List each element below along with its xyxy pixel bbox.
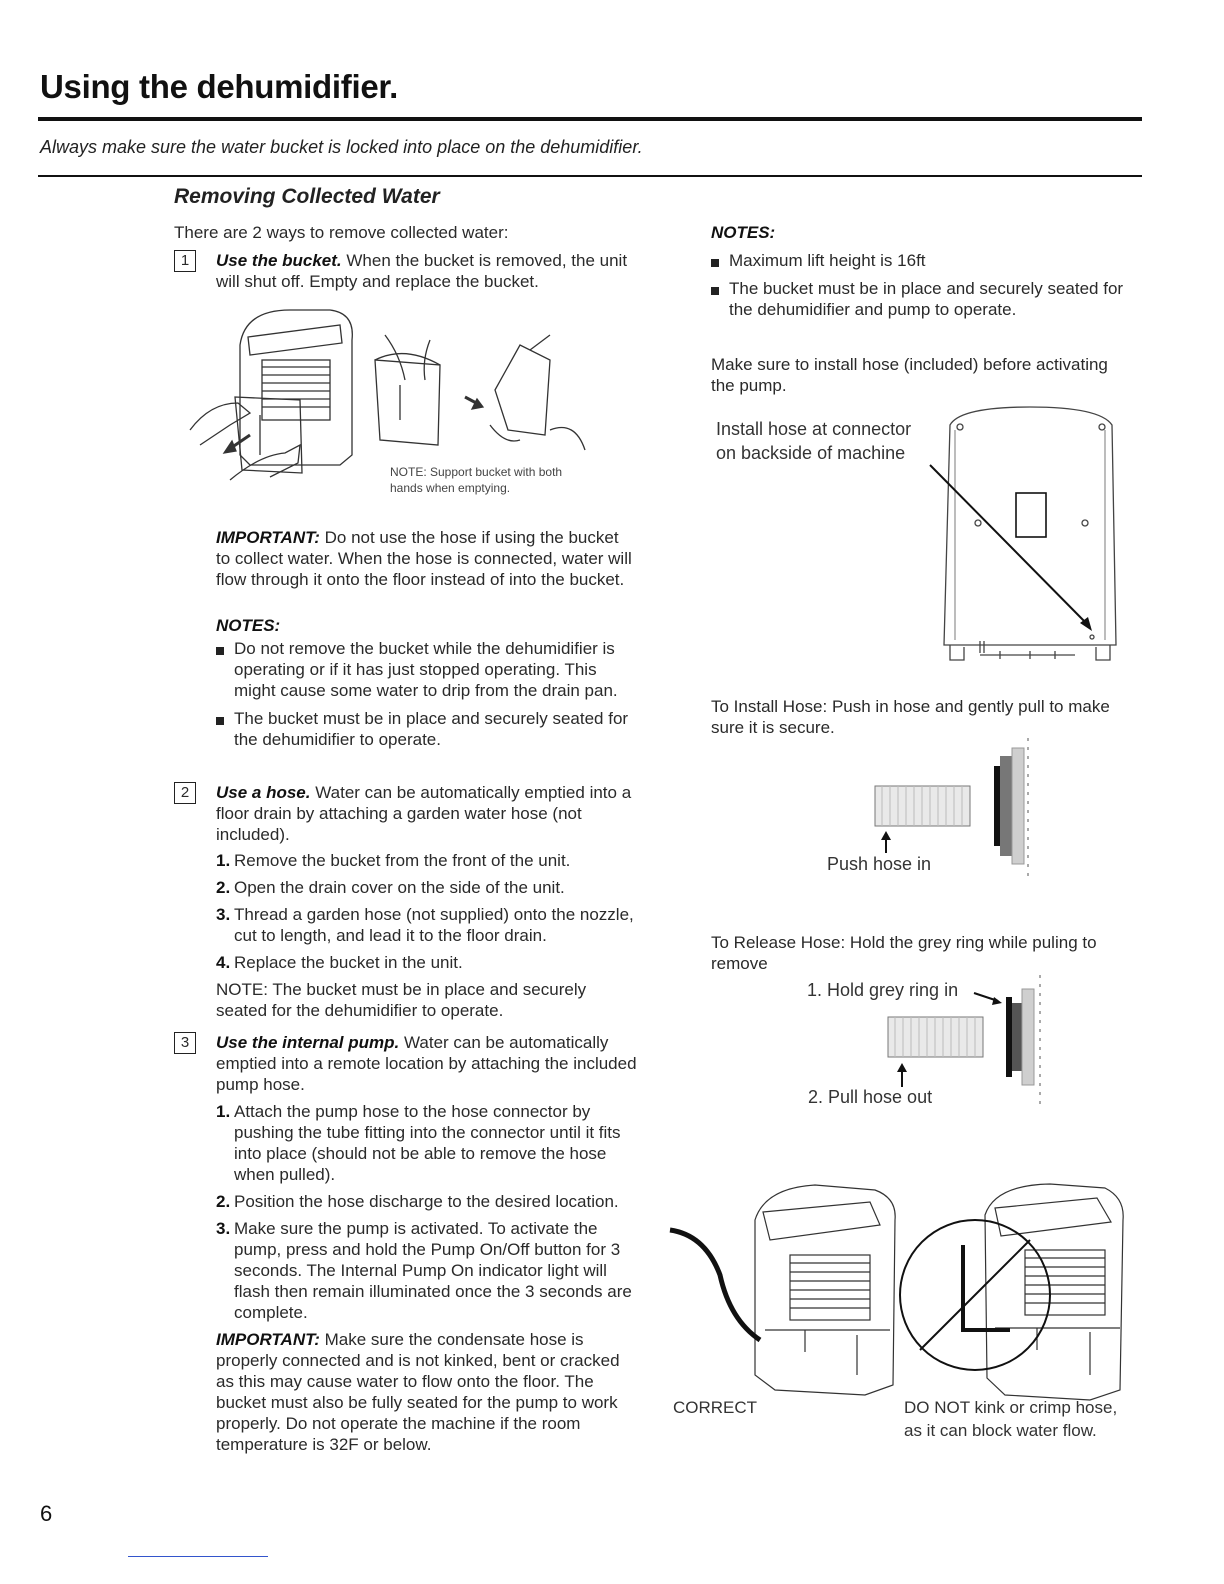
notes-heading: NOTES: xyxy=(216,616,281,635)
install-hose-text: To Install Hose: Push in hose and gently pull to make sure it is secure. xyxy=(711,697,1110,737)
connector-label-1: Install hose at connector xyxy=(716,419,912,439)
note-text: The bucket must be in place and securely seated for the dehumidifier and pump to operate. xyxy=(729,279,1124,319)
list-item xyxy=(216,904,636,946)
page-number: 6 xyxy=(40,1501,53,1526)
page-title: Using the dehumidifier. xyxy=(40,68,398,105)
step-text: Make sure the pump is activated. To activate the pump, press and hold the Pump On/Off button for 3 seconds. The Internal Pump On indicator light will flash then remain illuminated once the 3 seconds are complete. xyxy=(234,1219,632,1322)
important-label: IMPORTANT: xyxy=(216,1330,320,1349)
bullet-icon xyxy=(711,287,719,295)
option-3 xyxy=(174,1032,644,1095)
step-text: Remove the bucket from the front of the unit. xyxy=(234,851,571,870)
step-number: 1. xyxy=(216,851,231,870)
list-item xyxy=(216,708,636,750)
header-rule xyxy=(38,117,1142,121)
option-2 xyxy=(174,782,644,845)
machine-back-illustration xyxy=(920,405,1140,670)
list-item xyxy=(216,1191,641,1212)
bullet-icon xyxy=(711,259,719,267)
list-item xyxy=(216,850,636,871)
option-3-steps xyxy=(216,1101,641,1455)
bucket-removal-illustration xyxy=(190,305,610,485)
step-number: 2. xyxy=(216,878,231,897)
section-intro: There are 2 ways to remove collected water: xyxy=(174,223,509,242)
step-text: Replace the bucket in the unit. xyxy=(234,953,463,972)
list-item xyxy=(216,1101,641,1185)
notes-heading: NOTES: xyxy=(711,223,776,242)
step-text: Position the hose discharge to the desired location. xyxy=(234,1192,619,1211)
step-number: 1. xyxy=(216,1102,231,1121)
option-number-box: 3 xyxy=(174,1032,196,1054)
option-text: Water can be automatically emptied into a floor drain by attaching a garden water hose (not included). xyxy=(216,783,632,844)
notes-list xyxy=(711,250,1131,320)
donot-label-1: DO NOT kink or crimp hose, xyxy=(904,1398,1118,1417)
list-item xyxy=(711,250,1131,271)
important-text: Do not use the hose if using the bucket to collect water. When the hose is connected, water will flow through it onto the floor instead of into the bucket. xyxy=(216,528,632,589)
option-2-note: NOTE: The bucket must be in place and securely seated for the dehumidifier to operate. xyxy=(216,980,587,1020)
step-number: 3. xyxy=(216,1219,231,1238)
section-title: Removing Collected Water xyxy=(174,185,440,208)
list-item xyxy=(216,638,636,701)
step-number: 4. xyxy=(216,953,231,972)
step-text: Attach the pump hose to the hose connector by pushing the tube fitting into the connector until it fits into place (should not be able to remove the hose when pulled). xyxy=(234,1102,621,1184)
option-heading: Use the bucket. xyxy=(216,251,342,270)
important-text: Make sure the condensate hose is properly connected and is not kinked, bent or cracked as this may cause water to flow onto the floor. The bucket must also be fully seated for the pump to work properly. Do not operate the machine if the room temperature is 32F or below. xyxy=(216,1330,620,1454)
bullet-icon xyxy=(216,717,224,725)
pull-hose-label: 2. Pull hose out xyxy=(808,1087,933,1107)
option-2-steps xyxy=(216,850,636,1021)
push-hose-label: Push hose in xyxy=(827,854,932,874)
bullet-icon xyxy=(216,647,224,655)
hose-routing-illustration xyxy=(665,1180,1135,1410)
option-text: Water can be automatically emptied into a remote location by attaching the included pump hose. xyxy=(216,1033,637,1094)
important-label: IMPORTANT: xyxy=(216,528,320,547)
install-before-text: Make sure to install hose (included) before activating the pump. xyxy=(711,355,1108,395)
option-text: When the bucket is removed, the unit will shut off. Empty and replace the bucket. xyxy=(216,251,628,291)
correct-label: CORRECT xyxy=(673,1398,758,1417)
subtitle-rule xyxy=(38,175,1142,177)
page-subtitle: Always make sure the water bucket is locked into place on the dehumidifier. xyxy=(40,137,643,157)
option-number-box: 1 xyxy=(174,250,196,272)
list-item xyxy=(216,952,636,973)
option-heading: Use the internal pump. xyxy=(216,1033,400,1052)
step-text: Open the drain cover on the side of the unit. xyxy=(234,878,565,897)
note-text: The bucket must be in place and securely seated for the dehumidifier to operate. xyxy=(234,709,629,749)
option-number-box: 2 xyxy=(174,782,196,804)
note-text: Maximum lift height is 16ft xyxy=(729,251,926,270)
option-1 xyxy=(174,250,654,292)
figure-note: NOTE: Support bucket with both hands when emptying. xyxy=(390,465,563,495)
connector-label-2: on backside of machine xyxy=(716,443,906,463)
notes-list xyxy=(216,638,636,750)
list-item xyxy=(216,1218,641,1323)
note-text: Do not remove the bucket while the dehumidifier is operating or if it has just stopped operating. This might cause some water to drip from the drain pan. xyxy=(234,639,618,700)
important-block xyxy=(216,527,636,590)
donot-label-2: as it can block water flow. xyxy=(904,1421,1097,1440)
hold-ring-label: 1. Hold grey ring in xyxy=(807,980,959,1000)
step-number: 3. xyxy=(216,905,231,924)
step-text: Thread a garden hose (not supplied) onto the nozzle, cut to length, and lead it to the floor drain. xyxy=(234,905,634,945)
step-number: 2. xyxy=(216,1192,231,1211)
list-item xyxy=(216,877,636,898)
important-block xyxy=(216,1329,641,1455)
release-hose-text: To Release Hose: Hold the grey ring while puling to remove xyxy=(711,933,1097,973)
footer-link-line xyxy=(128,1556,268,1557)
option-heading: Use a hose. xyxy=(216,783,311,802)
list-item xyxy=(711,278,1131,320)
